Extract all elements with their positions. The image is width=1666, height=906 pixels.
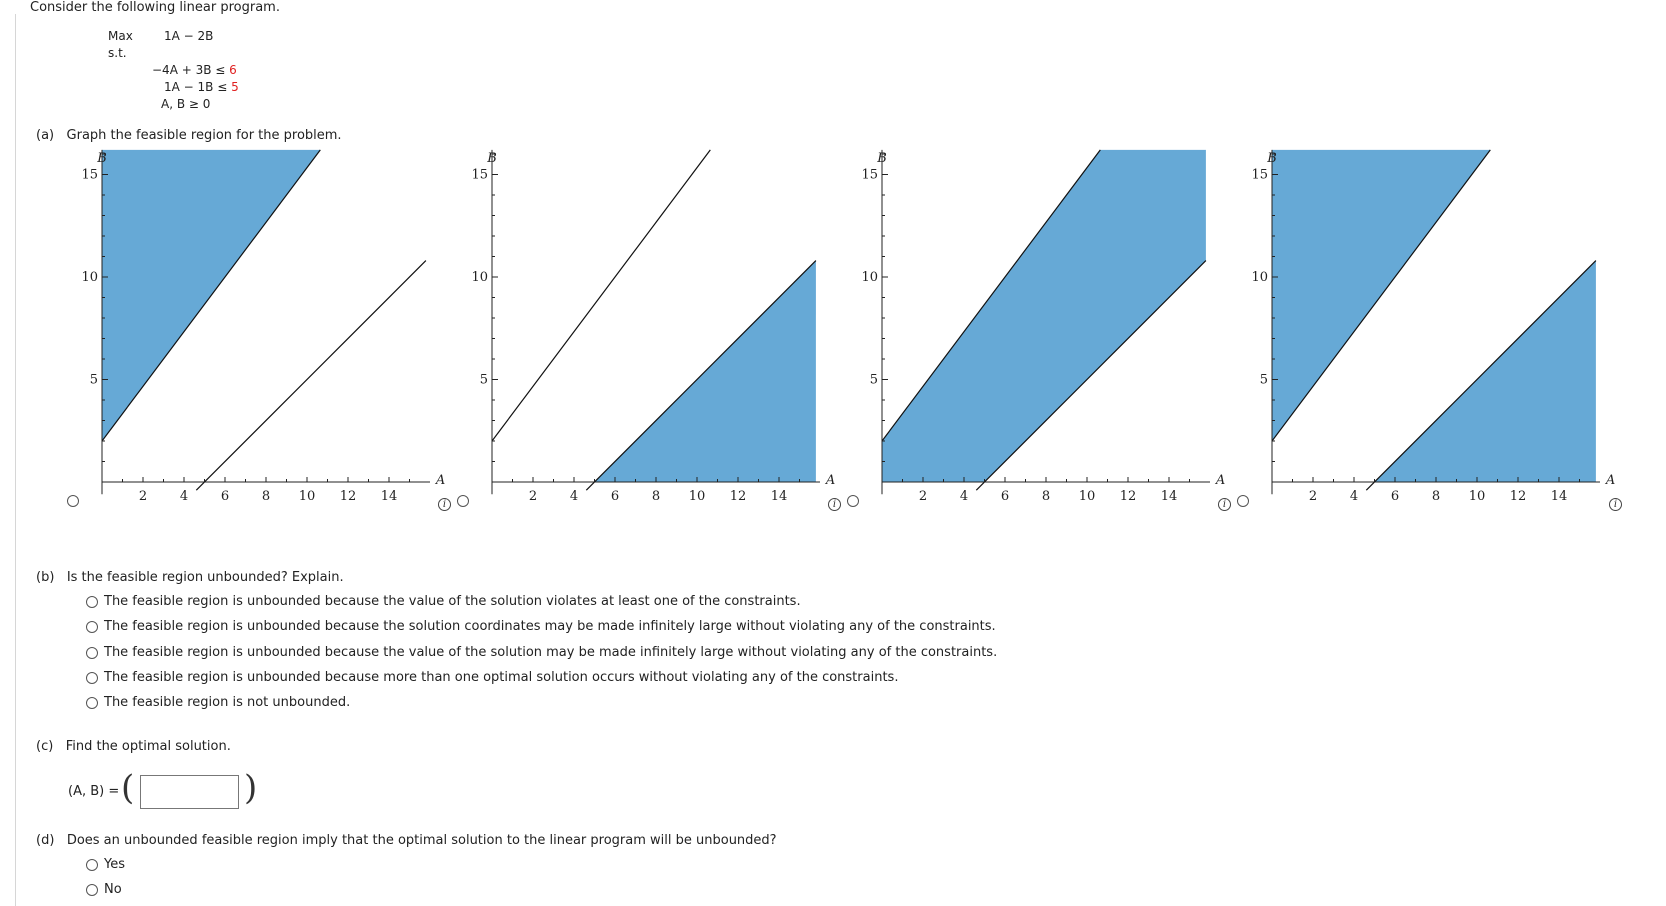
y-tick-label: 15 xyxy=(1251,167,1268,183)
part-b-option-2-radio[interactable] xyxy=(86,621,98,633)
graph-option-3-radio[interactable] xyxy=(847,495,859,507)
x-tick-label: 6 xyxy=(220,489,230,504)
part-d-label: (d) xyxy=(36,833,55,848)
part-b-option-1[interactable] xyxy=(86,594,801,609)
close-paren: ) xyxy=(244,768,258,808)
part-d-yes-label: Yes xyxy=(104,857,125,872)
intro-text: Consider the following linear program. xyxy=(30,0,280,15)
optimal-solution-input[interactable] xyxy=(140,775,239,809)
y-tick-label: 5 xyxy=(89,372,98,388)
graph-option-3 xyxy=(842,150,1226,504)
x-tick-label: 14 xyxy=(770,489,788,504)
y-tick-label: 10 xyxy=(1251,270,1268,285)
y-tick-label: 15 xyxy=(81,167,98,183)
part-b-question xyxy=(36,570,344,585)
part-d-text: Does an unbounded feasible region imply that the optimal solution to the linear program will be unbounded? xyxy=(66,833,777,848)
constraint-1-rhs: 6 xyxy=(229,63,237,77)
x-tick-label: 2 xyxy=(1308,489,1318,504)
y-tick-label: 15 xyxy=(861,167,878,183)
constraint-line-1 xyxy=(492,150,710,441)
x-tick-label: 14 xyxy=(380,489,398,504)
graph-option-1-radio[interactable] xyxy=(67,495,79,507)
answer-label: (A, B) = xyxy=(68,784,120,799)
x-tick-label: 2 xyxy=(918,489,928,504)
y-axis-label: B xyxy=(487,151,497,166)
y-tick-label: 5 xyxy=(1259,372,1268,388)
graph-1-svg xyxy=(62,150,446,504)
part-b-text: Is the feasible region unbounded? Explain. xyxy=(66,570,344,585)
x-axis-label: A xyxy=(1215,473,1226,488)
st-label: s.t. xyxy=(108,46,127,60)
part-d-option-yes[interactable] xyxy=(86,857,125,872)
part-b-option-1-label: The feasible region is unbounded because the value of the solution violates at least one of the constraints. xyxy=(104,594,801,609)
x-tick-label: 14 xyxy=(1550,489,1568,504)
y-tick-label: 5 xyxy=(869,372,878,388)
y-axis-label: B xyxy=(97,151,107,166)
part-b-option-4[interactable] xyxy=(86,670,898,685)
y-tick-label: 10 xyxy=(81,270,98,285)
graph-2-info-icon[interactable]: i xyxy=(828,498,841,511)
y-axis-label: B xyxy=(877,151,887,166)
part-b-option-3-radio[interactable] xyxy=(86,647,98,659)
x-tick-label: 10 xyxy=(1468,489,1486,504)
graph-3-info-icon[interactable]: i xyxy=(1218,498,1231,511)
part-d-no-radio[interactable] xyxy=(86,884,98,896)
x-tick-label: 12 xyxy=(1119,489,1137,504)
x-tick-label: 14 xyxy=(1160,489,1178,504)
y-tick-label: 15 xyxy=(471,167,488,183)
x-tick-label: 12 xyxy=(339,489,357,504)
constraint-1 xyxy=(152,63,237,77)
graph-4-info-icon[interactable]: i xyxy=(1609,498,1622,511)
part-b-option-3[interactable] xyxy=(86,645,997,660)
x-tick-label: 2 xyxy=(528,489,538,504)
part-b-option-5[interactable] xyxy=(86,695,350,710)
x-axis-label: A xyxy=(1605,473,1616,488)
x-tick-label: 6 xyxy=(1000,489,1010,504)
x-tick-label: 12 xyxy=(1509,489,1527,504)
part-a-text: Graph the feasible region for the problem. xyxy=(66,128,342,143)
x-tick-label: 8 xyxy=(261,489,271,504)
part-c-label: (c) xyxy=(36,739,54,754)
objective: 1A − 2B xyxy=(164,29,214,43)
graph-2-svg xyxy=(452,150,836,504)
left-divider xyxy=(15,14,16,906)
graph-option-2 xyxy=(452,150,836,504)
graph-option-4 xyxy=(1232,150,1616,504)
part-a-question xyxy=(36,128,342,143)
y-tick-label: 5 xyxy=(479,372,488,388)
x-axis-label: A xyxy=(435,473,446,488)
part-b-option-4-radio[interactable] xyxy=(86,672,98,684)
constraint-2-rhs: 5 xyxy=(231,80,239,94)
part-b-option-5-radio[interactable] xyxy=(86,697,98,709)
constraint-line-2 xyxy=(196,261,426,491)
constraint-2 xyxy=(164,80,239,94)
part-b-option-4-label: The feasible region is unbounded because more than one optimal solution occurs without violating any of the constraints. xyxy=(104,670,899,685)
graph-option-4-radio[interactable] xyxy=(1237,495,1249,507)
graph-option-2-radio[interactable] xyxy=(457,495,469,507)
graph-4-svg xyxy=(1232,150,1616,504)
x-tick-label: 6 xyxy=(610,489,620,504)
part-d-option-no[interactable] xyxy=(86,882,122,897)
y-tick-label: 10 xyxy=(471,270,488,285)
graph-option-1 xyxy=(62,150,446,504)
part-b-label: (b) xyxy=(36,570,55,585)
x-tick-label: 6 xyxy=(1390,489,1400,504)
x-tick-label: 4 xyxy=(1349,489,1359,504)
x-tick-label: 8 xyxy=(1431,489,1441,504)
part-d-no-label: No xyxy=(104,882,122,897)
part-c-text: Find the optimal solution. xyxy=(65,739,231,754)
part-b-option-5-label: The feasible region is not unbounded. xyxy=(104,695,351,710)
nonneg-constraint: A, B ≥ 0 xyxy=(161,97,211,111)
max-label: Max xyxy=(108,29,133,43)
x-axis-label: A xyxy=(825,473,836,488)
x-tick-label: 12 xyxy=(729,489,747,504)
part-b-option-2[interactable] xyxy=(86,619,996,634)
x-tick-label: 8 xyxy=(651,489,661,504)
x-tick-label: 4 xyxy=(959,489,969,504)
feasible-region xyxy=(882,150,1206,482)
x-tick-label: 10 xyxy=(688,489,706,504)
x-tick-label: 4 xyxy=(179,489,189,504)
part-d-question xyxy=(36,833,777,848)
x-tick-label: 10 xyxy=(298,489,316,504)
x-tick-label: 10 xyxy=(1078,489,1096,504)
constraint-1-lhs: −4A + 3B ≤ xyxy=(152,63,226,77)
x-tick-label: 8 xyxy=(1041,489,1051,504)
part-a-label: (a) xyxy=(36,128,55,143)
constraint-2-lhs: 1A − 1B ≤ xyxy=(164,80,228,94)
graph-1-info-icon[interactable]: i xyxy=(438,498,451,511)
x-tick-label: 2 xyxy=(138,489,148,504)
part-b-option-2-label: The feasible region is unbounded because the solution coordinates may be made infinitely large without violating any of the constraints. xyxy=(104,619,996,634)
graph-3-svg xyxy=(842,150,1226,504)
open-paren: ( xyxy=(121,768,135,808)
part-c-question xyxy=(36,739,231,754)
part-b-option-1-radio[interactable] xyxy=(86,596,98,608)
y-tick-label: 10 xyxy=(861,270,878,285)
y-axis-label: B xyxy=(1267,151,1277,166)
part-d-yes-radio[interactable] xyxy=(86,859,98,871)
part-b-option-3-label: The feasible region is unbounded because the value of the solution may be made infinitely large without violating any of the constraints. xyxy=(104,645,998,660)
x-tick-label: 4 xyxy=(569,489,579,504)
